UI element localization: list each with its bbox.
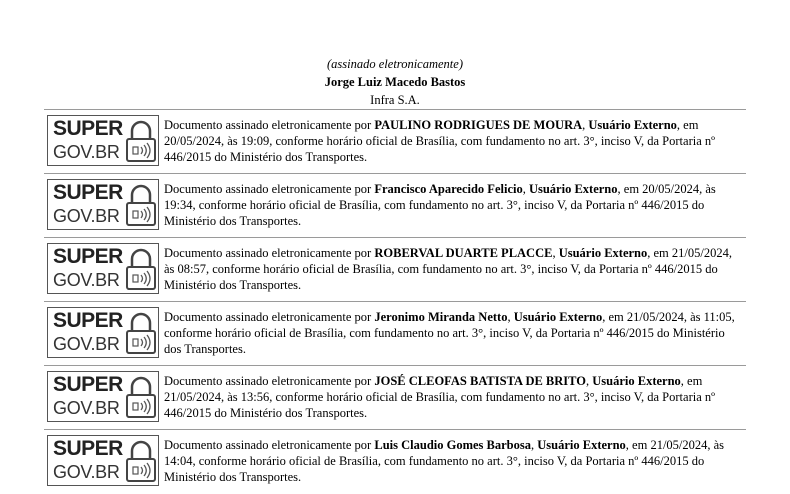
signature-block — [44, 301, 746, 366]
user-type-bold: Usuário Externo — [528, 182, 618, 196]
signer-name-bold: JOSÉ CLEOFAS BATISTA DE BRITO — [374, 374, 586, 388]
logo-gov-text: GOV.BR — [53, 334, 120, 354]
signature-text: Documento assinado eletronicamente por Luis Claudio Gomes Barbosa, Usuário Externo, em 21/05/2024, às 14:04, conforme horário oficial de Brasília, com fundamento no art. 3°, inciso V, da Portaria nº 446/2015 do Ministério dos Transportes. — [164, 438, 725, 484]
user-type-bold: Usuário Externo — [513, 310, 603, 324]
logo-super-text: SUPER — [53, 245, 123, 268]
signer-name-bold: Luis Claudio Gomes Barbosa — [374, 438, 531, 452]
padlock-icon — [125, 375, 157, 419]
padlock-icon — [125, 439, 157, 483]
logo-gov-text: GOV.BR — [53, 462, 120, 482]
signer-organization: Infra S.A. — [370, 93, 420, 107]
padlock-icon — [125, 183, 157, 227]
super-govbr-logo — [47, 115, 159, 166]
logo-super-text: SUPER — [53, 309, 123, 332]
signature-block — [44, 429, 746, 494]
logo-super-text: SUPER — [53, 373, 123, 396]
signer-name-bold: PAULINO RODRIGUES DE MOURA — [374, 118, 583, 132]
signer-name: Jorge Luiz Macedo Bastos — [324, 75, 466, 89]
logo-super-text: SUPER — [53, 181, 123, 204]
signer-name-bold: Jeronimo Miranda Netto — [374, 310, 508, 324]
user-type-bold: Usuário Externo — [588, 118, 677, 132]
signature-text: Documento assinado eletronicamente por Jeronimo Miranda Netto, Usuário Externo, em 21/05/2024, às 11:05, conforme horário oficial de Brasília, com fundamento no art. 3°, inciso V, da Portaria nº 446/2015 do Ministério dos Transportes. — [164, 310, 735, 356]
padlock-icon — [125, 119, 157, 163]
logo-gov-text: GOV.BR — [53, 206, 120, 226]
signature-text: Documento assinado eletronicamente por PAULINO RODRIGUES DE MOURA, Usuário Externo, em 20/05/2024, às 19:09, conforme horário oficial de Brasília, com fundamento no art. 3°, inciso V, da Portaria nº 446/2015 do Ministério dos Transportes. — [164, 118, 716, 164]
user-type-bold: Usuário Externo — [537, 438, 626, 452]
logo-gov-text: GOV.BR — [53, 398, 120, 418]
signature-text: Documento assinado eletronicamente por ROBERVAL DUARTE PLACCE, Usuário Externo, em 21/05/2024, às 08:57, conforme horário oficial de Brasília, com fundamento no art. 3°, inciso V, da Portaria nº 446/2015 do Ministério dos Transportes. — [164, 246, 732, 292]
signature-text: Documento assinado eletronicamente por Francisco Aparecido Felicio, Usuário Externo, em 20/05/2024, às 19:34, conforme horário oficial de Brasília, com fundamento no art. 3°, inciso V, da Portaria nº 446/2015 do Ministério dos Transportes. — [164, 182, 716, 228]
signer-name-bold: ROBERVAL DUARTE PLACCE — [374, 246, 553, 260]
logo-gov-text: GOV.BR — [53, 142, 120, 162]
super-govbr-logo — [47, 179, 159, 230]
signer-header — [0, 57, 790, 108]
super-govbr-logo — [47, 435, 159, 486]
signature-block — [44, 237, 746, 302]
padlock-icon — [125, 311, 157, 355]
signature-block — [44, 173, 746, 238]
super-govbr-logo — [47, 243, 159, 294]
logo-super-text: SUPER — [53, 117, 123, 140]
user-type-bold: Usuário Externo — [558, 246, 648, 260]
user-type-bold: Usuário Externo — [592, 374, 681, 388]
logo-super-text: SUPER — [53, 437, 123, 460]
signature-block — [44, 109, 746, 174]
logo-gov-text: GOV.BR — [53, 270, 120, 290]
super-govbr-logo — [47, 371, 159, 422]
signer-name-bold: Francisco Aparecido Felicio — [374, 182, 523, 196]
signature-text: Documento assinado eletronicamente por JOSÉ CLEOFAS BATISTA DE BRITO, Usuário Externo, em 21/05/2024, às 13:56, conforme horário oficial de Brasília, com fundamento no art. 3°, inciso V, da Portaria nº 446/2015 do Ministério dos Transportes. — [164, 374, 716, 420]
signature-note: (assinado eletronicamente) — [327, 57, 463, 71]
super-govbr-logo — [47, 307, 159, 358]
signature-block — [44, 365, 746, 430]
padlock-icon — [125, 247, 157, 291]
